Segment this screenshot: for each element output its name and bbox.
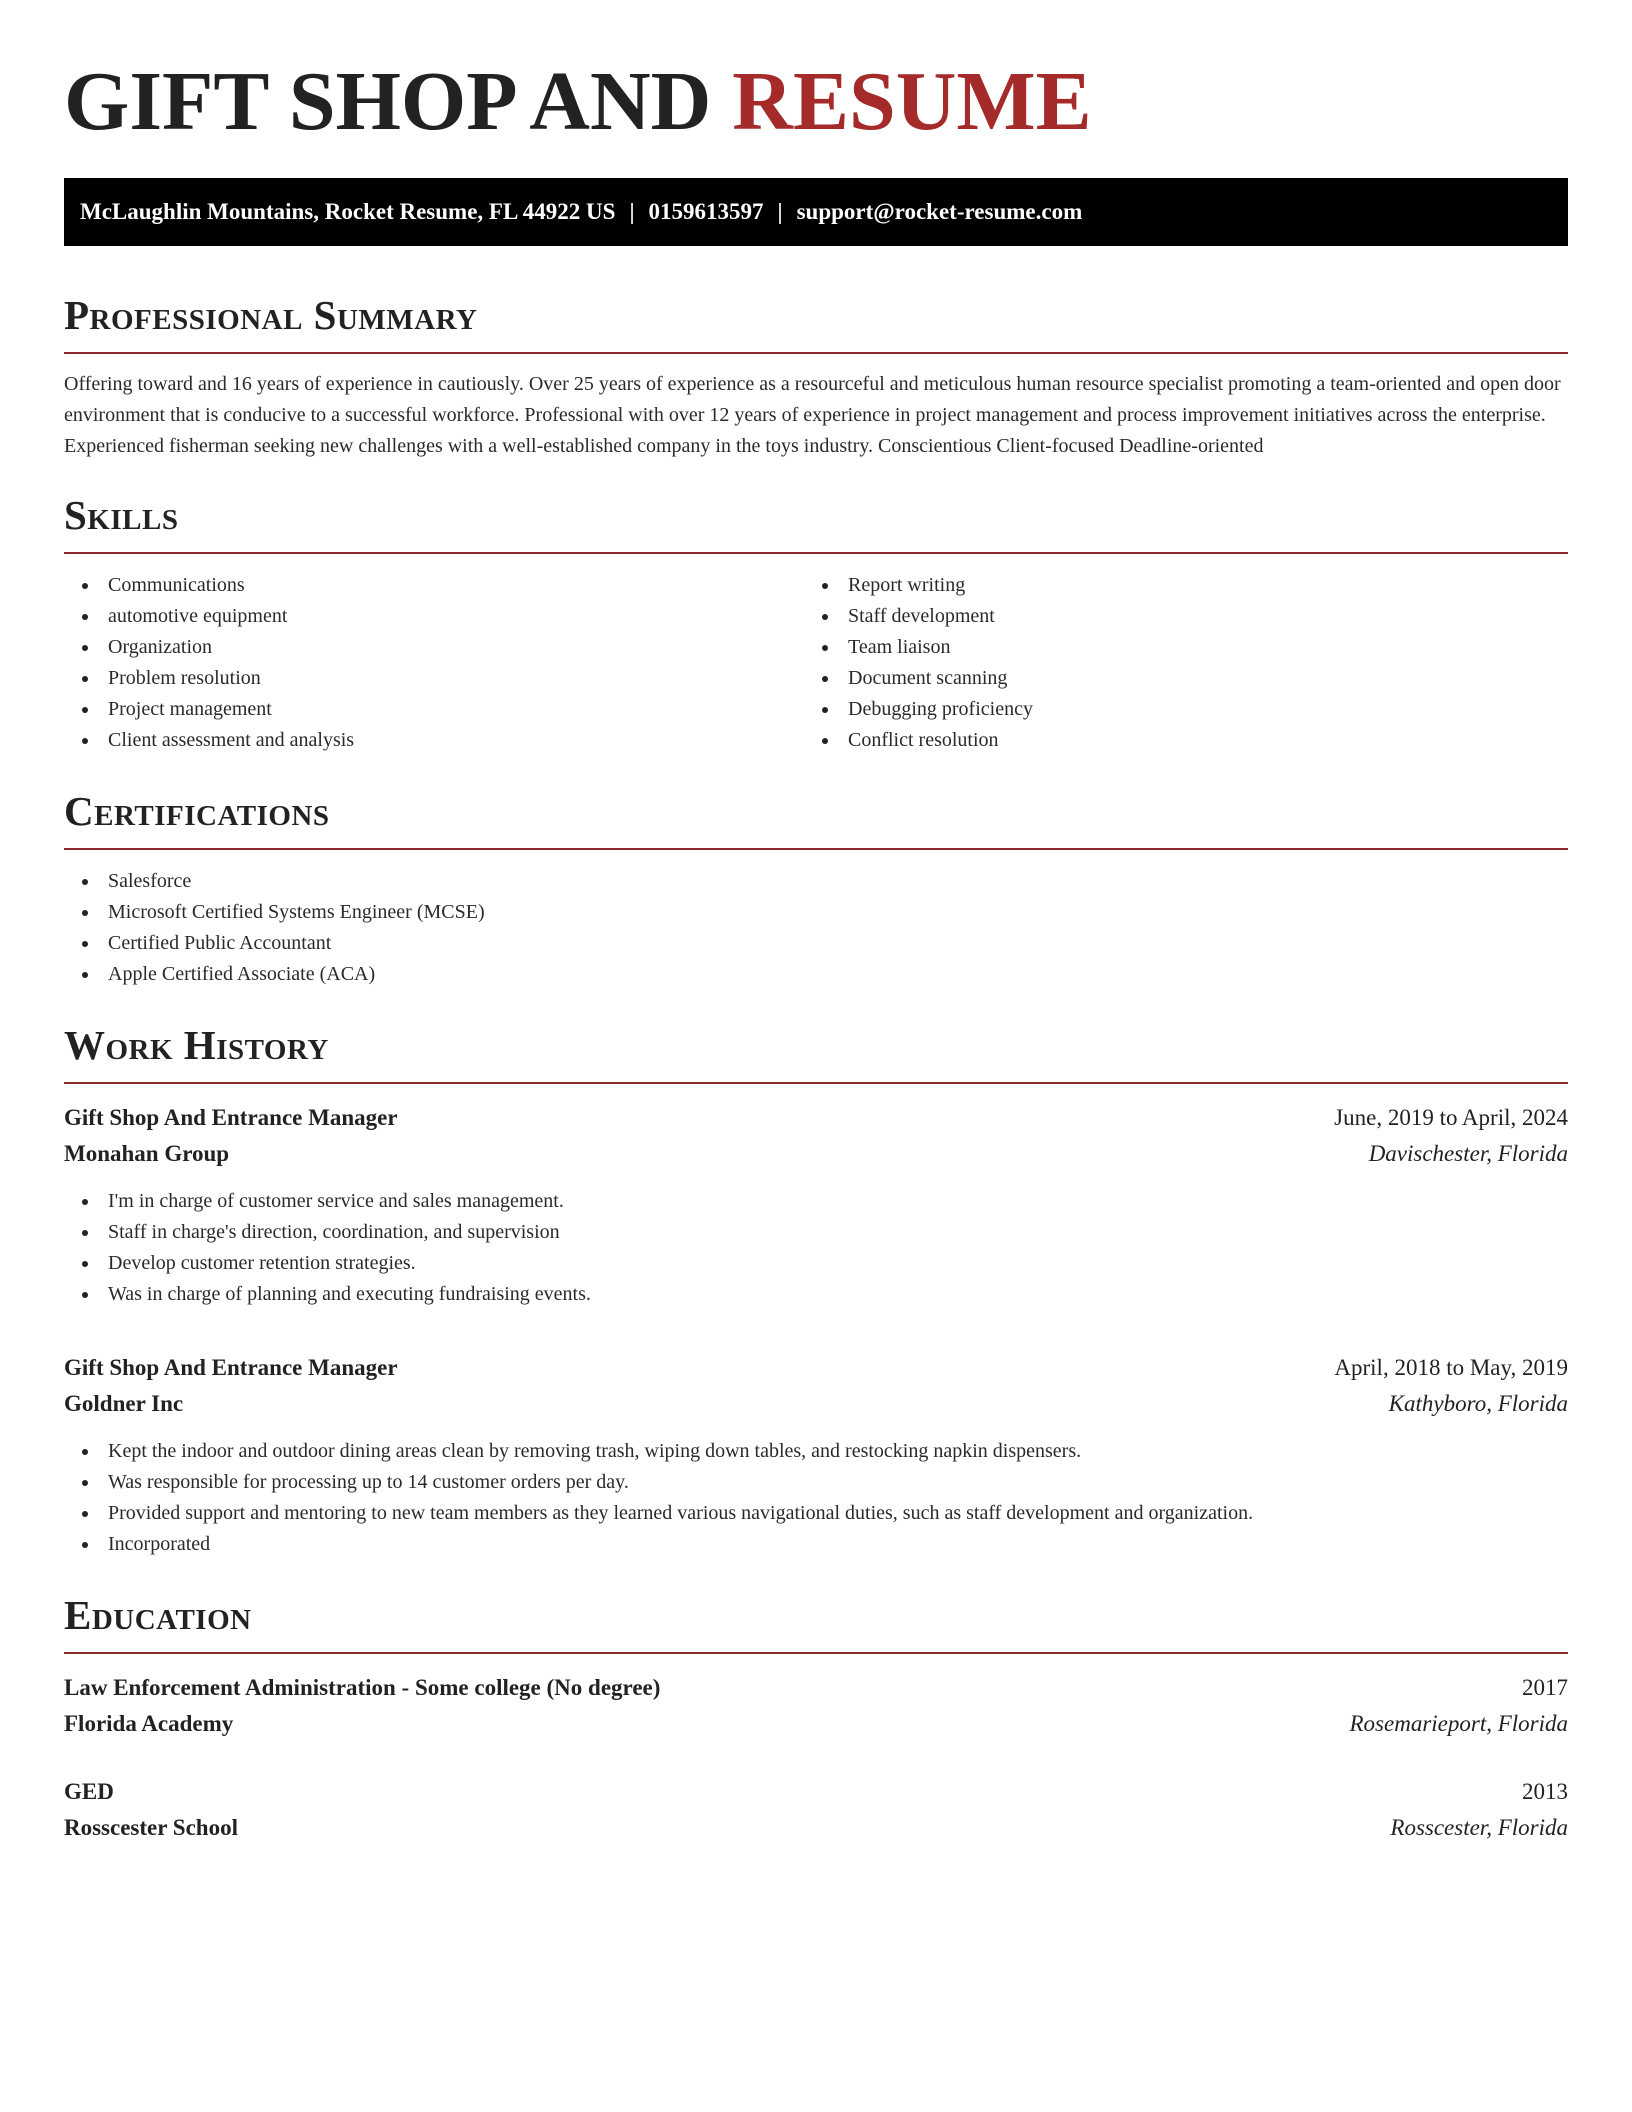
job-title: Gift Shop And Entrance Manager bbox=[64, 1355, 398, 1380]
contact-phone: 0159613597 bbox=[648, 199, 764, 224]
education-year: 2013 bbox=[1522, 1779, 1568, 1804]
skills-list-left bbox=[64, 570, 804, 756]
resume-title bbox=[64, 0, 1568, 152]
summary-section bbox=[64, 290, 1568, 462]
job-duties-list bbox=[64, 1186, 1568, 1310]
job-duties-list bbox=[64, 1436, 1568, 1560]
contact-separator: | bbox=[777, 199, 783, 224]
section-title-skills: Skills bbox=[64, 492, 179, 538]
skills-list-right bbox=[804, 570, 1544, 756]
skill-item: Organization bbox=[64, 632, 804, 663]
skill-item: automotive equipment bbox=[64, 601, 804, 632]
section-divider bbox=[64, 848, 1568, 850]
job-company-row bbox=[64, 1386, 1568, 1422]
education-header-row bbox=[64, 1670, 1568, 1706]
section-title-summary: Professional Summary bbox=[64, 292, 478, 338]
section-divider bbox=[64, 552, 1568, 554]
job-duty-item: Staff in charge's direction, coordination, and supervision bbox=[64, 1217, 1568, 1248]
title-main: GIFT SHOP AND bbox=[64, 55, 712, 148]
section-title-certifications: Certifications bbox=[64, 788, 330, 834]
job-duty-item: Kept the indoor and outdoor dining areas clean by removing trash, wiping down tables, and restocking napkin dispensers. bbox=[64, 1436, 1568, 1467]
education-year: 2017 bbox=[1522, 1675, 1568, 1700]
work-history-section bbox=[64, 1020, 1568, 1560]
certification-item: Certified Public Accountant bbox=[64, 928, 1568, 959]
job-duty-item: Incorporated bbox=[64, 1529, 1568, 1560]
job-header-row bbox=[64, 1100, 1568, 1136]
summary-text: Offering toward and 16 years of experience in cautiously. Over 25 years of experience as a resourceful and meticulous human resource specialist promoting a team-oriented and open door environment that is conducive to a successful workforce. Professional with over 12 years of experience in project management and process improvement initiatives across the enterprise. Experienced fisherman seeking new challenges with a well-established company in the toys industry. Conscientious Client-focused Deadline-oriented bbox=[64, 373, 1561, 457]
certifications-section bbox=[64, 786, 1568, 990]
section-title-education: Education bbox=[64, 1592, 252, 1638]
skill-item: Problem resolution bbox=[64, 663, 804, 694]
section-divider bbox=[64, 352, 1568, 354]
contact-email[interactable]: support@rocket-resume.com bbox=[796, 199, 1083, 224]
certification-item: Apple Certified Associate (ACA) bbox=[64, 959, 1568, 990]
education-school-row bbox=[64, 1706, 1568, 1742]
skill-item: Report writing bbox=[804, 570, 1544, 601]
job-company: Monahan Group bbox=[64, 1141, 230, 1166]
section-divider bbox=[64, 1652, 1568, 1654]
job-duty-item: Was responsible for processing up to 14 customer orders per day. bbox=[64, 1467, 1568, 1498]
skill-item: Document scanning bbox=[804, 663, 1544, 694]
certification-item: Microsoft Certified Systems Engineer (MCSE) bbox=[64, 897, 1568, 928]
skill-item: Debugging proficiency bbox=[804, 694, 1544, 725]
job-entry bbox=[64, 1350, 1568, 1560]
job-dates: April, 2018 to May, 2019 bbox=[1334, 1355, 1568, 1380]
job-duty-item: Develop customer retention strategies. bbox=[64, 1248, 1568, 1279]
education-degree: GED bbox=[64, 1779, 114, 1804]
skill-item: Communications bbox=[64, 570, 804, 601]
education-school-row bbox=[64, 1810, 1568, 1846]
contact-separator: | bbox=[629, 199, 635, 224]
job-header-row bbox=[64, 1350, 1568, 1386]
education-school: Rosscester School bbox=[64, 1815, 238, 1840]
resume-page bbox=[64, 0, 1568, 1846]
contact-bar bbox=[64, 178, 1568, 246]
certification-item: Salesforce bbox=[64, 866, 1568, 897]
education-section bbox=[64, 1590, 1568, 1846]
job-duty-item: I'm in charge of customer service and sales management. bbox=[64, 1186, 1568, 1217]
section-title-work-history: Work History bbox=[64, 1022, 329, 1068]
job-duty-item: Was in charge of planning and executing fundraising events. bbox=[64, 1279, 1568, 1310]
education-degree: Law Enforcement Administration - Some college (No degree) bbox=[64, 1675, 661, 1700]
education-header-row bbox=[64, 1774, 1568, 1810]
job-duty-item: Provided support and mentoring to new team members as they learned various navigational duties, such as staff development and organization. bbox=[64, 1498, 1568, 1529]
skill-item: Client assessment and analysis bbox=[64, 725, 804, 756]
certifications-list bbox=[64, 866, 1568, 990]
title-accent: RESUME bbox=[732, 55, 1092, 148]
skills-section bbox=[64, 490, 1568, 756]
education-school: Florida Academy bbox=[64, 1711, 234, 1736]
job-location: Davischester, Florida bbox=[1368, 1141, 1568, 1166]
job-dates: June, 2019 to April, 2024 bbox=[1334, 1105, 1568, 1130]
job-location: Kathyboro, Florida bbox=[1388, 1391, 1568, 1416]
skill-item: Project management bbox=[64, 694, 804, 725]
skill-item: Team liaison bbox=[804, 632, 1544, 663]
education-location: Rosemarieport, Florida bbox=[1349, 1711, 1568, 1736]
skill-item: Staff development bbox=[804, 601, 1544, 632]
job-company: Goldner Inc bbox=[64, 1391, 184, 1416]
job-company-row bbox=[64, 1136, 1568, 1172]
job-title: Gift Shop And Entrance Manager bbox=[64, 1105, 398, 1130]
education-entry bbox=[64, 1774, 1568, 1846]
section-divider bbox=[64, 1082, 1568, 1084]
education-entry bbox=[64, 1670, 1568, 1742]
contact-address: McLaughlin Mountains, Rocket Resume, FL 44922 US bbox=[80, 199, 616, 224]
skills-columns bbox=[64, 570, 1568, 756]
skill-item: Conflict resolution bbox=[804, 725, 1544, 756]
job-entry bbox=[64, 1100, 1568, 1310]
education-location: Rosscester, Florida bbox=[1390, 1815, 1568, 1840]
